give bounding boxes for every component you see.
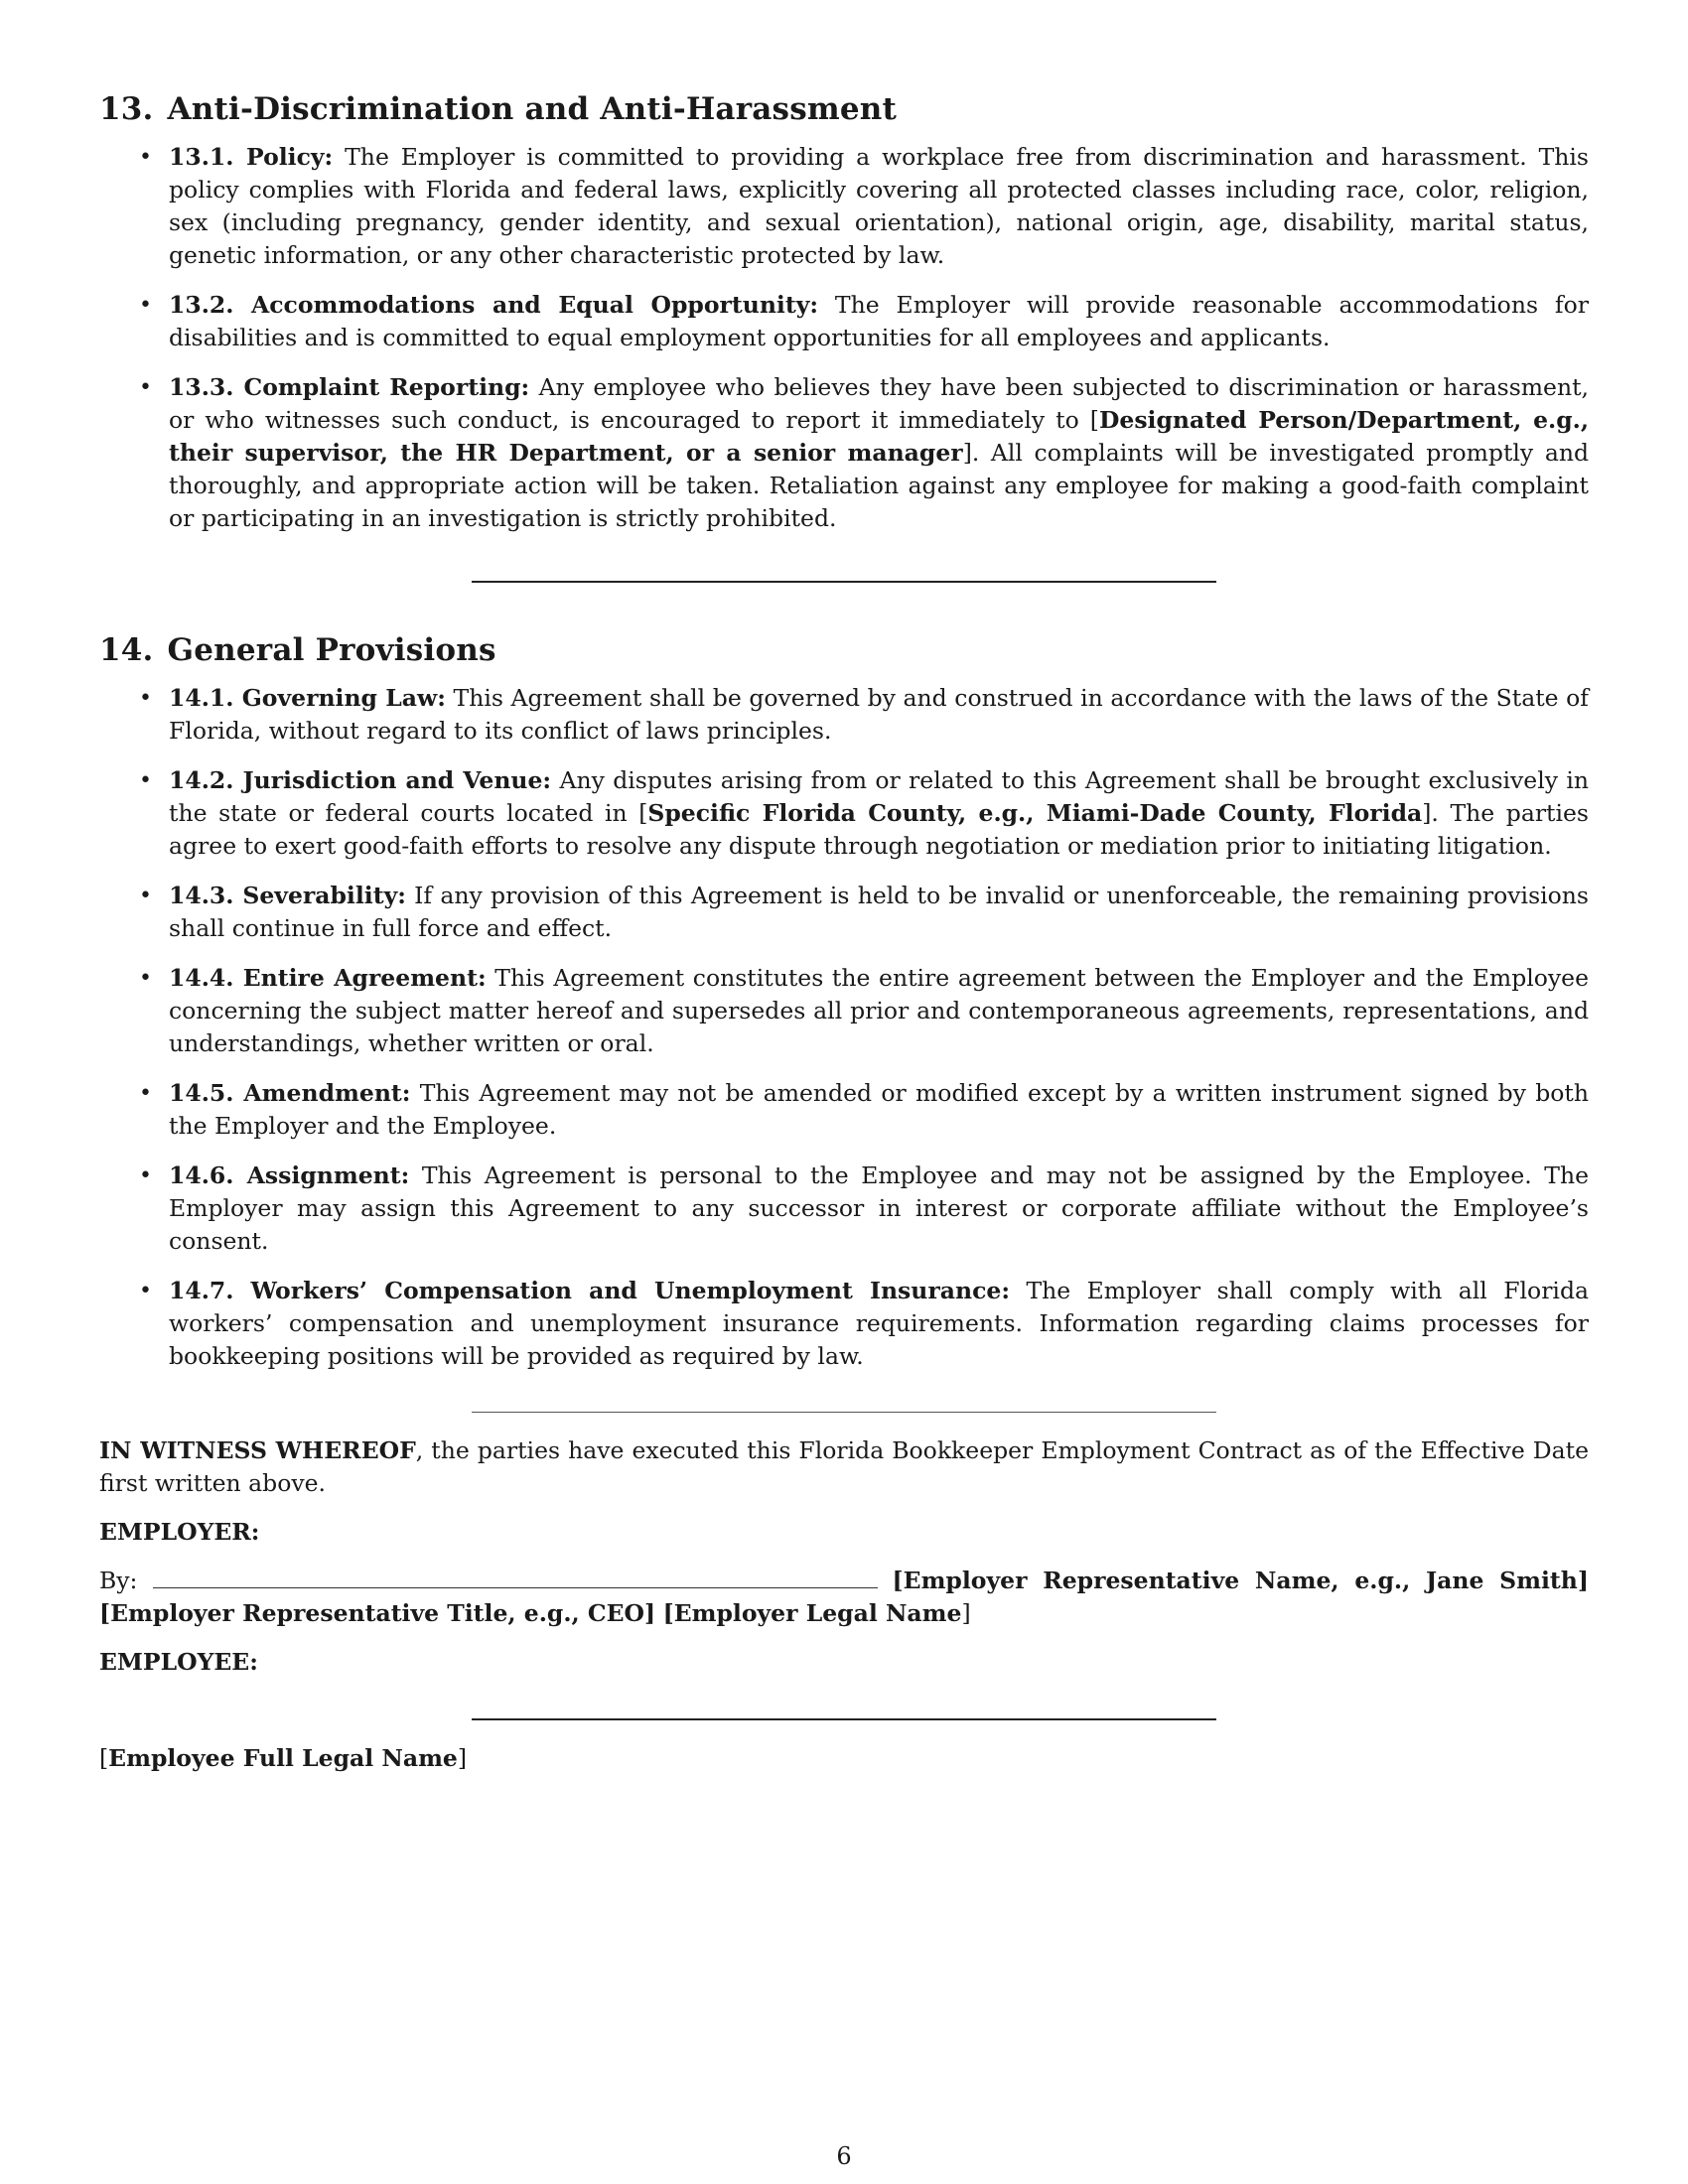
placeholder-text: Specific Florida County, e.g., Miami-Dade County, Florida bbox=[647, 799, 1423, 827]
list-item bbox=[99, 289, 1589, 354]
employee-name-block: [Employee Full Legal Name] bbox=[99, 1744, 468, 1772]
employer-heading: EMPLOYER: bbox=[99, 1518, 260, 1546]
section-14-heading bbox=[99, 632, 1589, 668]
employer-signature-block: By: [Employer Representative Name, e.g., Jane Smith] [Employer Representative Title, e.g., CEO] [Employer Legal Name] bbox=[99, 1567, 1589, 1627]
placeholder-text: Designated Person/Department, e.g., their supervisor, the HR Department, or a senior manager bbox=[169, 406, 1589, 467]
item-label: 14.3. Severability: bbox=[169, 882, 406, 909]
by-label: By: bbox=[99, 1567, 138, 1594]
item-label: 14.1. Governing Law: bbox=[169, 684, 446, 712]
item-text: ]. All complaints will be investigated promptly and thoroughly, and appropriate action will be taken. Retaliation against any employee for making a good-faith complaint or participating in an investigation is strictly prohibited. bbox=[169, 439, 1590, 532]
item-text: This Agreement is personal to the Employee and may not be assigned by the Employee. The Employer may assign this Agreement to any successor in interest or corporate affiliate without the Employee’s consent. bbox=[169, 1161, 1590, 1255]
employer-legal-name: Employer Legal Name bbox=[673, 1599, 962, 1627]
list-item bbox=[99, 962, 1589, 1060]
employer-rep-name: Employer Representative Name, e.g., Jane Smith bbox=[903, 1567, 1578, 1594]
list-item bbox=[99, 371, 1589, 535]
list-item bbox=[99, 1275, 1589, 1373]
item-label: 14.7. Workers’ Compensation and Unemployment Insurance: bbox=[169, 1277, 1011, 1304]
item-text: ]. The parties agree to exert good-faith efforts to resolve any dispute through negotiation or mediation prior to initiating litigation. bbox=[169, 799, 1589, 860]
item-label: 14.2. Jurisdiction and Venue: bbox=[169, 766, 552, 794]
item-text: The Employer will provide reasonable accommodations for disabilities and is committed to equal employment opportunities for all employees and applicants. bbox=[169, 291, 1589, 351]
list-item bbox=[99, 1077, 1589, 1143]
list-item bbox=[99, 1160, 1589, 1258]
section-13-heading bbox=[99, 91, 1589, 127]
list-item bbox=[99, 880, 1589, 945]
employee-heading: EMPLOYEE: bbox=[99, 1648, 258, 1676]
item-label: 13.2. Accommodations and Equal Opportunity: bbox=[169, 291, 819, 319]
list-item bbox=[99, 682, 1589, 748]
item-text: Any employee who believes they have been subjected to discrimination or harassment, or who witnesses such conduct, is encouraged to report it immediately to [ bbox=[169, 373, 1589, 434]
witness-clause bbox=[99, 1434, 1589, 1500]
employer-signature-line[interactable] bbox=[153, 1568, 878, 1588]
item-text: The Employer is committed to providing a workplace free from discrimination and harassment. This policy complies with Florida and federal laws, explicitly covering all protected classes including race, color, religion, sex (including pregnancy, gender identity, and sexual orientation), national origin, age, disability, marital status, genetic information, or any other characteristic protected by law. bbox=[169, 143, 1589, 269]
item-text: This Agreement constitutes the entire agreement between the Employer and the Employee concerning the subject matter hereof and supersedes all prior and contemporaneous agreements, representations, and understandings, whether written or oral. bbox=[169, 964, 1589, 1057]
employer-rep-title: Employer Representative Title, e.g., CEO bbox=[110, 1599, 644, 1627]
item-label: 14.4. Entire Agreement: bbox=[169, 964, 487, 992]
item-text: Any disputes arising from or related to this Agreement shall be brought exclusively in the state or federal courts located in [ bbox=[169, 766, 1589, 827]
document-page bbox=[99, 91, 1589, 1775]
item-text: The Employer shall comply with all Florida workers’ compensation and unemployment insurance requirements. Information regarding claims processes for bookkeeping positions will be provided as required by law. bbox=[169, 1277, 1590, 1370]
item-label: 14.6. Assignment: bbox=[169, 1161, 410, 1189]
witness-bold: IN WITNESS WHEREOF bbox=[99, 1436, 416, 1464]
witness-text: , the parties have executed this Florida Bookkeeper Employment Contract as of the Effective Date first written above. bbox=[99, 1436, 1589, 1497]
section-title: General Provisions bbox=[167, 632, 496, 668]
item-text: This Agreement may not be amended or modified except by a written instrument signed by both the Employer and the Employee. bbox=[169, 1079, 1589, 1140]
item-label: 14.5. Amendment: bbox=[169, 1079, 411, 1107]
list-item bbox=[99, 141, 1589, 272]
employee-full-name: Employee Full Legal Name bbox=[108, 1744, 458, 1772]
section-14-list bbox=[99, 682, 1589, 1373]
section-title: Anti-Discrimination and Anti-Harassment bbox=[167, 91, 898, 127]
item-label: 13.3. Complaint Reporting: bbox=[169, 373, 530, 401]
section-number: 14. bbox=[99, 632, 154, 668]
list-item bbox=[99, 764, 1589, 863]
section-number: 13. bbox=[99, 91, 154, 127]
page-number: 6 bbox=[836, 2142, 852, 2170]
item-text: If any provision of this Agreement is held to be invalid or unenforceable, the remaining provisions shall continue in full force and effect. bbox=[169, 882, 1589, 942]
section-13-list bbox=[99, 141, 1589, 535]
item-label: 13.1. Policy: bbox=[169, 143, 334, 171]
item-text: This Agreement shall be governed by and construed in accordance with the laws of the State of Florida, without regard to its conflict of laws principles. bbox=[169, 684, 1590, 745]
